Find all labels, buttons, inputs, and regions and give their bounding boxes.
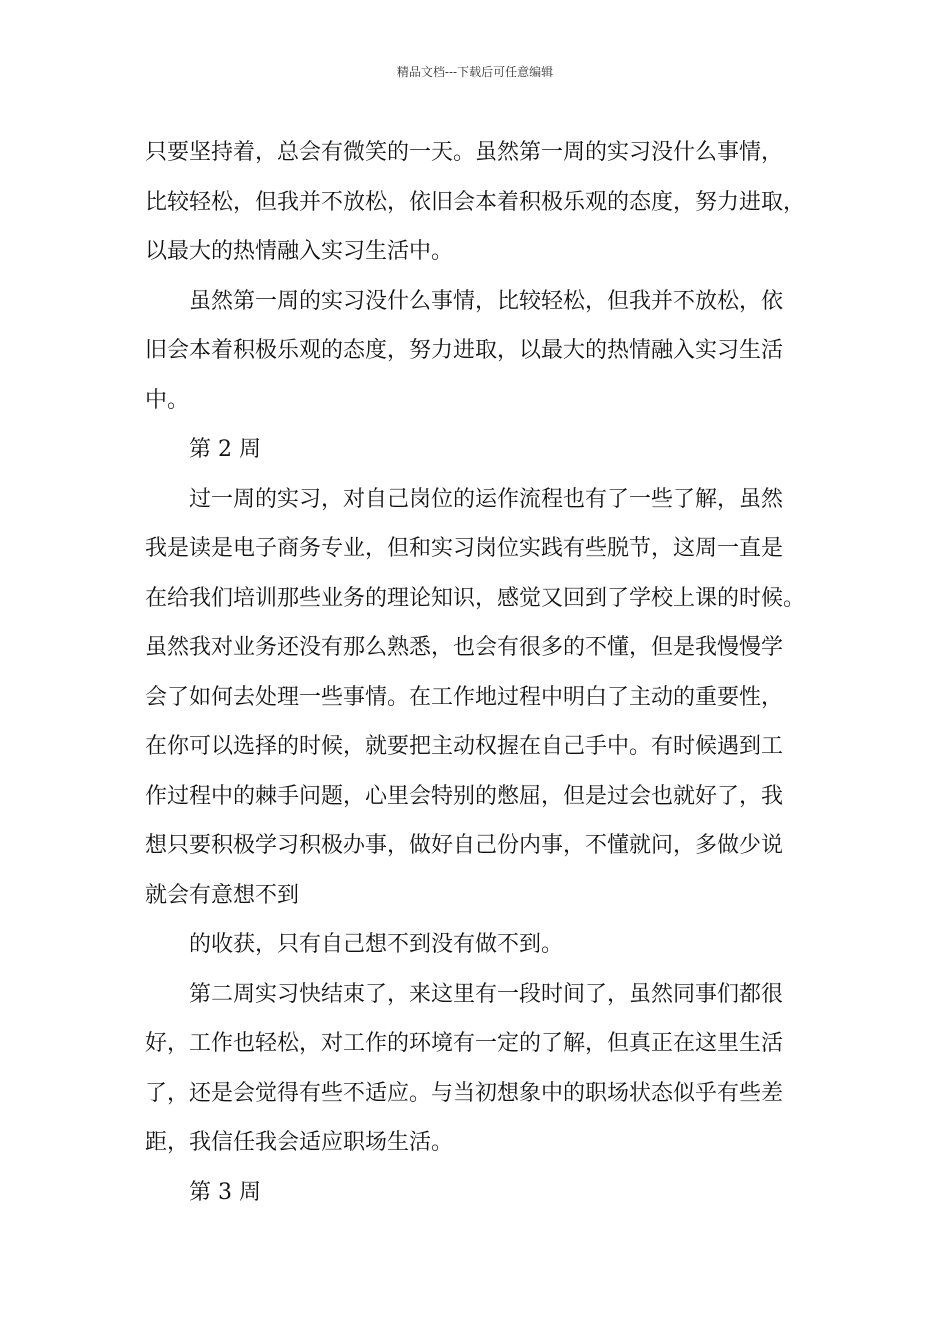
text-line: 过一周的实习，对自己岗位的运作流程也有了一些了解，虽然 — [189, 486, 784, 512]
text-line: 虽然第一周的实习没什么事情，比较轻松，但我并不放松，依 — [189, 288, 784, 314]
text-line: 会了如何去处理一些事情。在工作地过程中明白了主动的重要性， — [145, 684, 784, 710]
text-line: 第 3 周 — [189, 1179, 261, 1205]
text-line: 作过程中的棘手问题，心里会特别的憋屈，但是过会也就好了，我 — [145, 783, 784, 809]
text-line: 旧会本着积极乐观的态度，努力进取，以最大的热情融入实习生活 — [145, 338, 784, 363]
text-line: 就会有意想不到 — [145, 882, 300, 908]
text-line: 只要坚持着，总会有微笑的一天。虽然第一周的实习没什么事情， — [145, 140, 784, 165]
text-line: 的收获，只有自己想不到没有做不到。 — [189, 932, 564, 957]
text-line: 好，工作也轻松，对工作的环境有一定的了解，但真正在这里生活 — [145, 1031, 784, 1056]
text-line: 距，我信任我会适应职场生活。 — [145, 1130, 454, 1155]
text-line: 中。 — [145, 387, 190, 413]
text-line: 虽然我对业务还没有那么熟悉，也会有很多的不懂，但是我慢慢学 — [145, 635, 784, 660]
text-line: 了，还是会觉得有些不适应。与当初想象中的职场状态似乎有些差 — [145, 1080, 784, 1106]
text-line: 第二周实习快结束了，来这里有一段时间了，虽然同事们都很 — [189, 981, 784, 1007]
text-line: 想只要积极学习积极办事，做好自己份内事，不懂就问，多做少说 — [145, 833, 784, 858]
text-line: 在给我们培训那些业务的理论知识，感觉又回到了学校上课的时候。 — [145, 585, 806, 611]
text-line: 第 2 周 — [189, 437, 261, 462]
text-line: 在你可以选择的时候，就要把主动权握在自己手中。有时候遇到工 — [145, 734, 784, 759]
text-line: 我是读是电子商务专业，但和实习岗位实践有些脱节，这周一直是 — [145, 536, 784, 561]
text-line: 以最大的热情融入实习生活中。 — [145, 239, 454, 264]
page-header: 精品文档---下载后可任意编辑 — [396, 65, 554, 79]
text-line: 比较轻松，但我并不放松，依旧会本着积极乐观的态度，努力进取， — [145, 189, 806, 215]
document-body — [145, 128, 825, 1217]
